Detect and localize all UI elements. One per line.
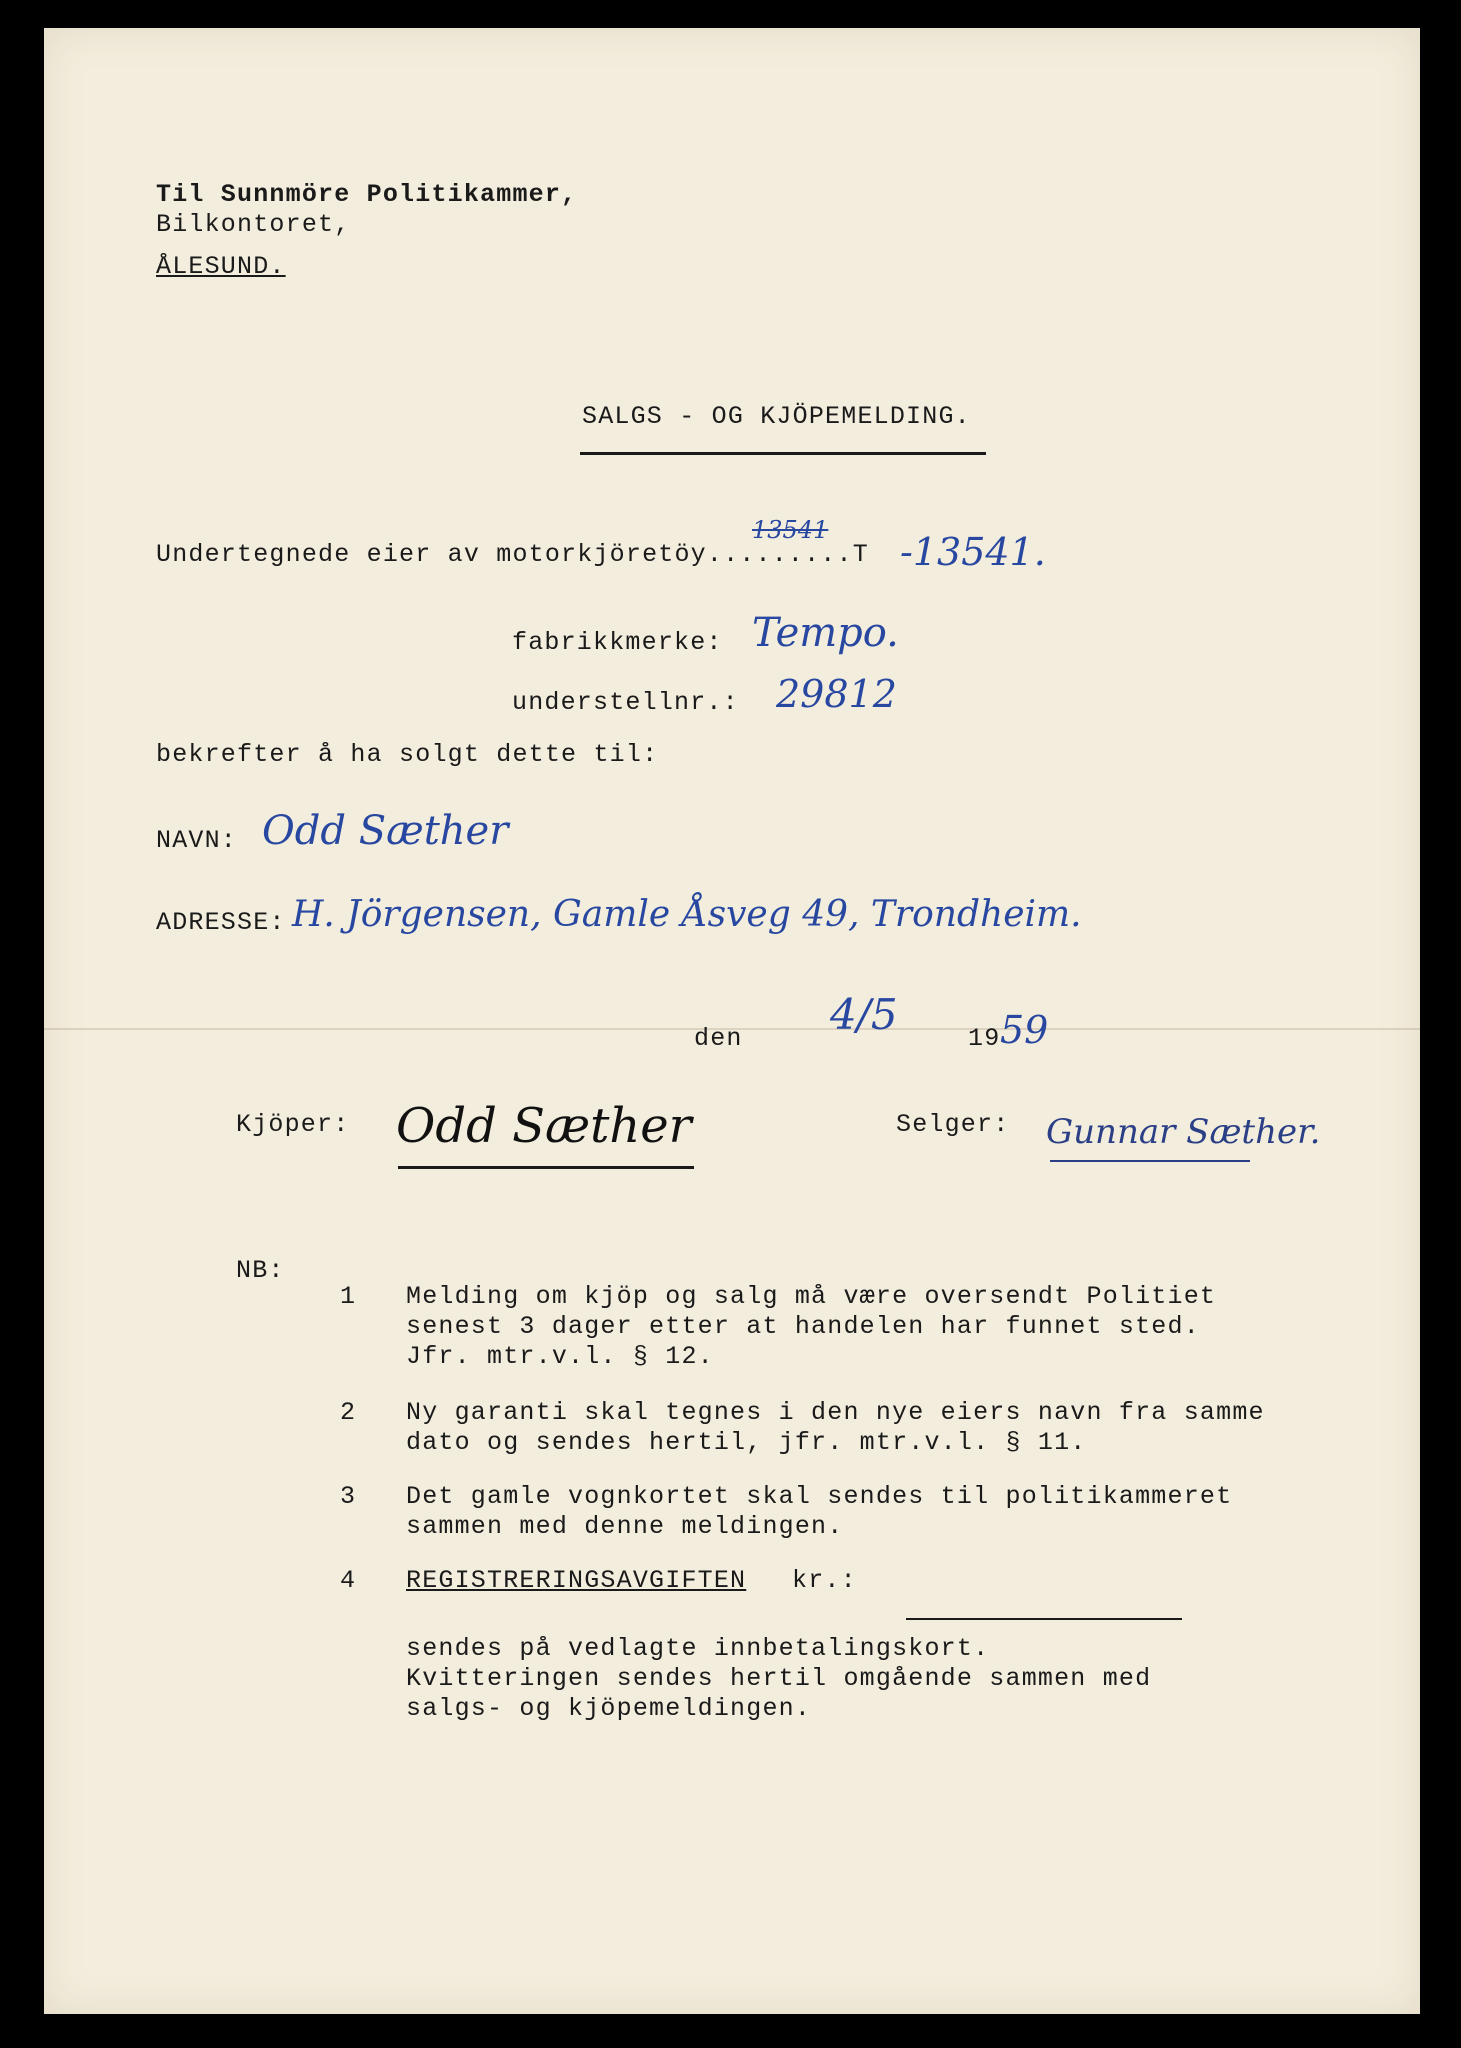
seller-signature: Gunnar Sæther. bbox=[1046, 1112, 1321, 1152]
nb-label: NB: bbox=[236, 1256, 285, 1285]
nb-item-1-line-3: Jfr. mtr.v.l. § 12. bbox=[406, 1342, 714, 1371]
make-value: Tempo. bbox=[752, 610, 899, 656]
addressee-line-2: Bilkontoret, bbox=[156, 210, 351, 239]
registration-number: -13541. bbox=[900, 530, 1046, 574]
owner-label: Undertegnede eier av motorkjöretöy.........T bbox=[156, 540, 869, 569]
buyer-signature-underline bbox=[398, 1166, 694, 1169]
nb-item-1-line-1: Melding om kjöp og salg må være oversendt Politiet bbox=[406, 1282, 1217, 1311]
nb-item-2-line-2: dato og sendes hertil, jfr. mtr.v.l. § 11. bbox=[406, 1428, 1087, 1457]
nb-item-3-line-2: sammen med denne meldingen. bbox=[406, 1512, 844, 1541]
nb-item-1-number: 1 bbox=[340, 1282, 357, 1311]
nb-item-3-number: 3 bbox=[340, 1482, 357, 1511]
nb-item-4-line-2: Kvitteringen sendes hertil omgående sammen med bbox=[406, 1664, 1152, 1693]
confirm-text: bekrefter å ha solgt dette til: bbox=[156, 740, 659, 769]
date-year-suffix: 59 bbox=[1000, 1008, 1049, 1052]
chassis-label: understellnr.: bbox=[512, 688, 739, 717]
chassis-value: 29812 bbox=[776, 672, 897, 716]
nb-item-1-line-2: senest 3 dager etter at handelen har funnet sted. bbox=[406, 1312, 1200, 1341]
document-title: SALGS - OG KJÖPEMELDING. bbox=[582, 402, 971, 431]
nb-item-4-suffix: kr.: bbox=[792, 1566, 857, 1595]
nb-item-2-line-1: Ny garanti skal tegnes i den nye eiers navn fra samme bbox=[406, 1398, 1265, 1427]
seller-label: Selger: bbox=[896, 1110, 1010, 1139]
nb-item-4-number: 4 bbox=[340, 1566, 357, 1595]
seller-signature-underline bbox=[1050, 1160, 1250, 1162]
name-value: Odd Sæther bbox=[262, 808, 509, 854]
title-underline bbox=[580, 452, 986, 455]
addressee-line-1: Til Sunnmöre Politikammer, bbox=[156, 180, 578, 209]
fee-amount-blank bbox=[906, 1618, 1182, 1620]
buyer-label: Kjöper: bbox=[236, 1110, 350, 1139]
date-label: den bbox=[694, 1024, 743, 1053]
address-value: H. Jörgensen, Gamle Åsveg 49, Trondheim. bbox=[292, 894, 1082, 935]
name-label: NAVN: bbox=[156, 826, 238, 855]
nb-item-4-heading: REGISTRERINGSAVGIFTEN bbox=[406, 1566, 747, 1595]
buyer-signature: Odd Sæther bbox=[396, 1098, 692, 1154]
address-label: ADRESSE: bbox=[156, 908, 286, 937]
nb-item-3-line-1: Det gamle vognkortet skal sendes til politikammeret bbox=[406, 1482, 1233, 1511]
make-label: fabrikkmerke: bbox=[512, 628, 723, 657]
struck-registration: 13541 bbox=[752, 516, 829, 544]
date-year-prefix: 19 bbox=[968, 1024, 1001, 1053]
nb-item-4-line-3: salgs- og kjöpemeldingen. bbox=[406, 1694, 812, 1723]
nb-item-4-line-1: sendes på vedlagte innbetalingskort. bbox=[406, 1634, 990, 1663]
addressee-line-3: ÅLESUND. bbox=[156, 252, 286, 281]
nb-item-2-number: 2 bbox=[340, 1398, 357, 1427]
date-day-month: 4/5 bbox=[830, 990, 898, 1039]
